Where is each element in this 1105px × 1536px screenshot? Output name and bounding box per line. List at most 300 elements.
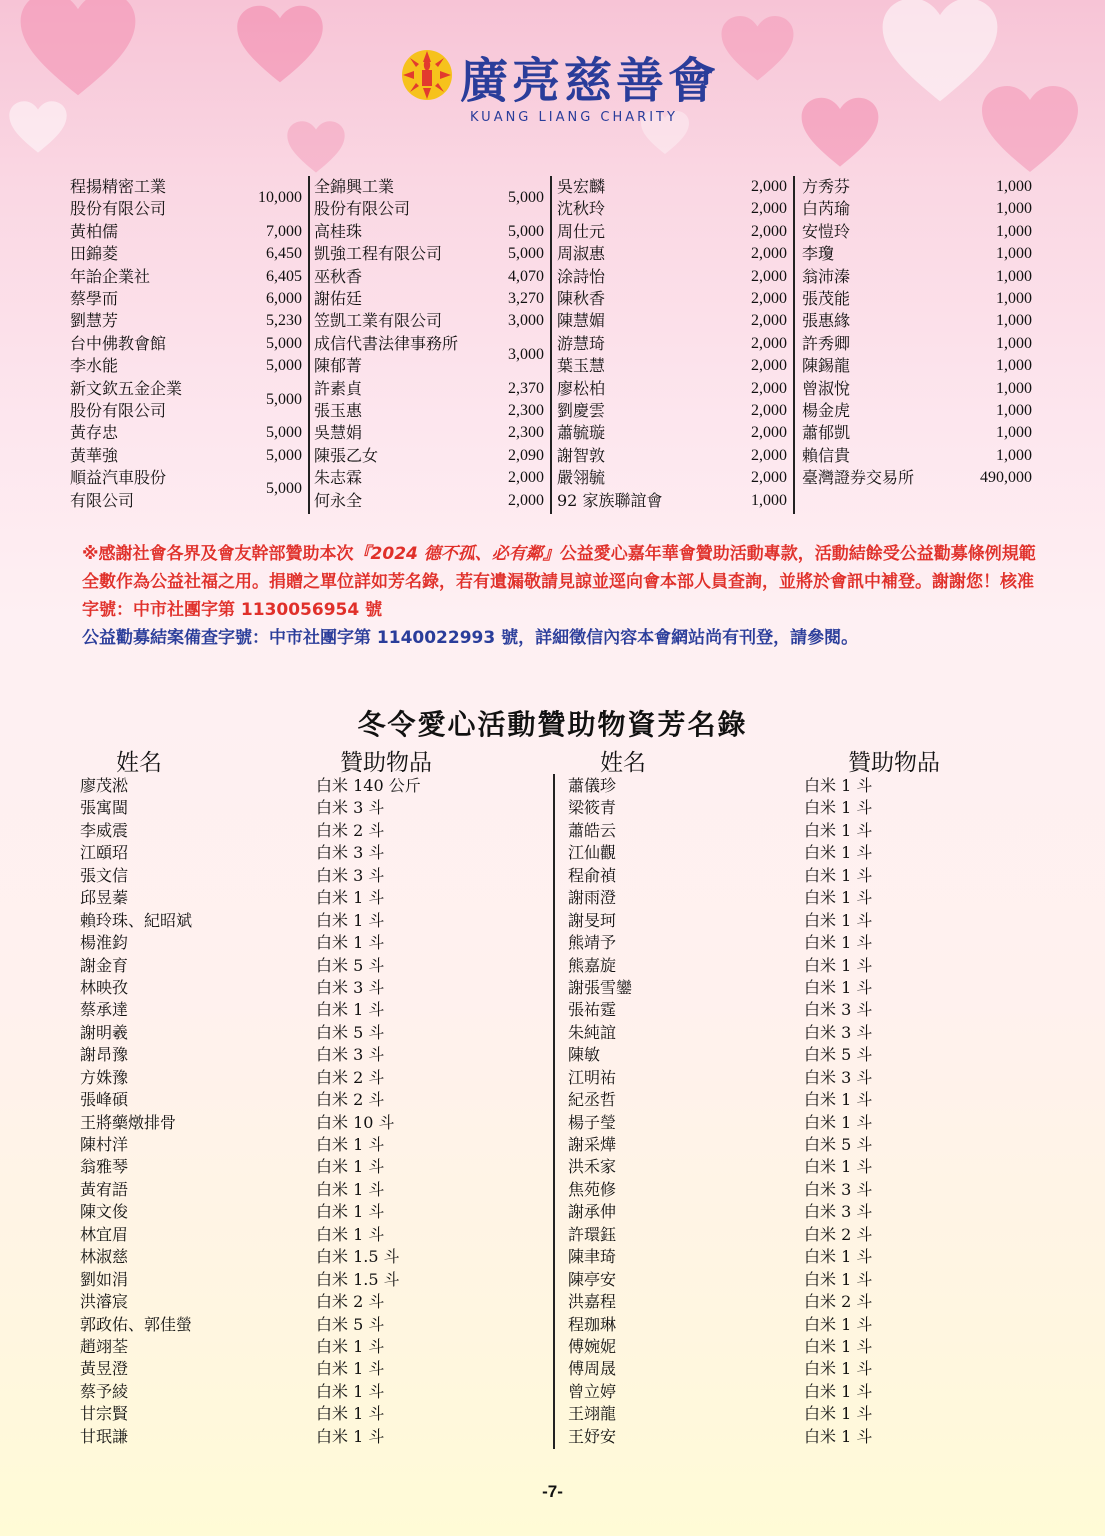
supplier-name: 謝承伸 [568, 1202, 617, 1222]
donation-row [70, 422, 308, 444]
donation-row [557, 355, 793, 377]
supplied-item: 白米 3 斗 [316, 977, 385, 997]
supplied-item: 白米 1 斗 [316, 1135, 385, 1154]
supplied-item: 白米 1 斗 [316, 1000, 385, 1020]
donor-name: 年詒企業社 [70, 266, 151, 286]
supplier-name: 謝雨澄 [568, 888, 617, 908]
supplied-item: 白米 3 斗 [804, 1067, 873, 1087]
supplier-name: 謝張雪鑾 [568, 977, 633, 997]
donation-row [802, 422, 1038, 444]
page-number: -7- [542, 1482, 563, 1501]
donor-name: 高桂珠 [314, 221, 363, 241]
supplier-name: 江頤玿 [80, 843, 129, 863]
donation-row [557, 288, 793, 310]
supplied-item: 白米 5 斗 [316, 1314, 385, 1334]
donor-name: 周淑惠 [557, 244, 606, 264]
donation-row [802, 221, 1038, 243]
supplied-item: 白米 1 斗 [316, 1404, 385, 1424]
header-item-right: 贊助物品 [848, 750, 940, 776]
donation-amount: 4,070 [508, 267, 544, 285]
supplier-name: 江仙觀 [568, 843, 617, 863]
donation-row [802, 445, 1038, 467]
donation-row [557, 310, 793, 332]
supplied-item: 白米 1 斗 [804, 1336, 873, 1356]
supplied-item: 白米 1 斗 [316, 910, 385, 930]
donation-amount: 1,000 [996, 267, 1032, 285]
supplier-name: 熊嘉旋 [568, 955, 617, 975]
donation-row [557, 400, 793, 422]
donation-row [314, 422, 550, 444]
supplier-name: 王將藥燉排骨 [80, 1112, 177, 1132]
supplied-item: 白米 3 斗 [804, 1179, 873, 1199]
donation-amount: 5,000 [266, 357, 302, 375]
supplied-item: 白米 3 斗 [316, 1045, 385, 1065]
donation-amount: 5,000 [266, 446, 302, 464]
donor-name: 巫秋香 [314, 266, 363, 286]
donation-amount: 5,000 [266, 390, 302, 408]
donation-row [314, 176, 550, 221]
donor-name: 游慧琦 [557, 333, 606, 353]
supplied-item: 白米 3 斗 [316, 865, 385, 885]
supplier-name: 謝昂豫 [80, 1045, 129, 1065]
donation-amount: 2,000 [751, 200, 787, 218]
donor-name: 黃柏儒 [70, 221, 119, 241]
donation-amount: 5,000 [266, 424, 302, 442]
supplied-item: 白米 1 斗 [804, 798, 873, 818]
supplied-item: 白米 1 斗 [804, 977, 873, 997]
donation-amount: 1,000 [996, 290, 1032, 307]
donation-amount: 1,000 [996, 222, 1032, 240]
supplied-item: 白米 1 斗 [804, 820, 873, 840]
donation-amount: 2,090 [508, 446, 544, 464]
donation-amount: 2,000 [508, 469, 544, 487]
supplier-name: 謝金育 [80, 955, 129, 975]
donation-row [70, 176, 308, 221]
donation-column-3 [557, 176, 795, 514]
donor-name: 吳宏麟 [557, 177, 606, 196]
donor-name: 安愷玲 [802, 221, 851, 241]
supplied-item: 白米 1 斗 [804, 1314, 873, 1334]
donation-row [557, 198, 793, 220]
donor-name: 成信代書法律事務所 [314, 333, 459, 353]
supplied-item: 白米 1 斗 [804, 843, 873, 863]
approval-number: 核准字號：中市社團字第 1130056954 號 [82, 572, 1034, 620]
supplier-name: 梁筱青 [568, 798, 617, 818]
donation-amount: 2,000 [751, 245, 787, 263]
donor-name: 曾淑悅 [802, 378, 851, 398]
donation-amount: 2,370 [508, 379, 544, 397]
donor-name: 劉慧芳 [70, 311, 119, 331]
donation-row [802, 266, 1038, 288]
decor-heart-icon [800, 96, 880, 170]
donation-amount: 5,000 [508, 245, 544, 263]
event-title: 『2024 德不孤、必有鄰』 [353, 544, 560, 564]
donation-row [557, 243, 793, 265]
supplied-item: 白米 1 斗 [804, 1359, 873, 1379]
supplied-item: 白米 140 公斤 [316, 776, 421, 795]
supplied-item: 白米 2 斗 [804, 1224, 873, 1244]
donation-amount: 1,000 [996, 424, 1032, 442]
supplied-item: 白米 1 斗 [316, 1202, 385, 1222]
decor-heart-icon [235, 4, 325, 86]
donation-row [314, 310, 550, 332]
donation-amount: 2,000 [751, 357, 787, 375]
donation-row [557, 422, 793, 444]
donation-amount: 1,000 [996, 334, 1032, 352]
supplier-name: 傅周晟 [568, 1359, 617, 1379]
donation-amount: 2,300 [508, 402, 544, 419]
left-name-list [80, 775, 192, 1448]
donor-name: 許素貞 [314, 378, 363, 398]
supplied-item: 白米 1.5 斗 [316, 1269, 400, 1289]
donation-row [70, 378, 308, 423]
supplier-name: 蕭儀珍 [568, 776, 617, 795]
donation-row [314, 221, 550, 243]
donation-row [802, 378, 1038, 400]
supplied-item: 白米 3 斗 [316, 843, 385, 863]
supplied-item: 白米 1 斗 [804, 1157, 873, 1177]
donation-row [314, 445, 550, 467]
donation-row [802, 288, 1038, 310]
notice-intro: ※感謝社會各界及會友幹部贊助本次 [82, 544, 354, 564]
supplier-name: 翁雅琴 [80, 1157, 129, 1177]
decor-heart-icon [286, 120, 346, 175]
supplied-item: 白米 1 斗 [804, 888, 873, 908]
donation-column-4 [802, 176, 1038, 514]
donor-name-line2: 股份有限公司 [70, 400, 167, 420]
supplied-item: 白米 3 斗 [804, 1022, 873, 1042]
donation-amount: 1,000 [751, 491, 787, 509]
donor-name: 92 家族聯誼會 [557, 490, 663, 510]
supplier-name: 陳文俊 [80, 1202, 129, 1222]
supplied-item: 白米 1 斗 [316, 933, 385, 953]
donation-amount: 2,000 [751, 379, 787, 397]
donation-row [557, 176, 793, 198]
donation-amount: 5,230 [266, 312, 302, 330]
supplier-name: 張峰碩 [80, 1090, 129, 1110]
supplied-item: 白米 1 斗 [804, 1426, 873, 1446]
donation-row [70, 310, 308, 332]
supplier-name: 甘宗賢 [80, 1404, 129, 1424]
supplied-item: 白米 1 斗 [316, 1359, 385, 1379]
donor-name: 何永全 [314, 490, 363, 510]
supplied-item: 白米 1 斗 [316, 1157, 385, 1177]
donor-name: 朱志霖 [314, 468, 363, 488]
donor-name: 蕭郁凱 [802, 423, 851, 443]
donation-row [314, 333, 550, 378]
donor-name: 周仕元 [557, 221, 606, 241]
donation-amount: 2,000 [751, 290, 787, 307]
supplied-item: 白米 2 斗 [316, 1292, 385, 1312]
supplied-item: 白米 1 斗 [804, 955, 873, 975]
donation-row [314, 266, 550, 288]
donor-name: 台中佛教會館 [70, 333, 167, 353]
supplier-name: 賴玲珠、紀昭斌 [80, 910, 193, 930]
supplier-name: 洪嘉程 [568, 1292, 617, 1312]
donor-name: 楊金虎 [802, 401, 851, 420]
supplier-name: 張祐霆 [568, 1000, 617, 1020]
donation-row [802, 243, 1038, 265]
supplied-item: 白米 1 斗 [804, 1090, 873, 1110]
supplied-item: 白米 2 斗 [316, 1067, 385, 1087]
donation-amount: 5,000 [266, 480, 302, 498]
donation-amount: 2,000 [751, 267, 787, 285]
supplier-name: 許環鈺 [568, 1224, 617, 1244]
supplier-name: 程俞禎 [568, 865, 617, 885]
donation-row [70, 266, 308, 288]
donation-amount: 5,000 [266, 334, 302, 352]
donation-amount: 1,000 [996, 200, 1032, 218]
donor-name: 謝智敦 [557, 445, 606, 465]
donor-name-line2: 陳郁菁 [314, 356, 363, 376]
decor-heart-icon [720, 14, 795, 84]
donor-name: 程揚精密工業 [70, 177, 167, 196]
supplied-item: 白米 1 斗 [804, 1381, 873, 1401]
supplier-name: 方姝豫 [80, 1067, 129, 1087]
supplied-item: 白米 1 斗 [316, 1336, 385, 1356]
right-name-list [568, 775, 632, 1448]
supplier-name: 陳亭安 [568, 1269, 617, 1289]
donation-row [802, 176, 1038, 198]
donation-row [557, 490, 793, 512]
decor-heart-icon [980, 84, 1080, 176]
supplier-name: 王妤安 [568, 1426, 617, 1446]
donation-row [802, 198, 1038, 220]
supplied-item: 白米 2 斗 [316, 1090, 385, 1110]
donor-name: 凱強工程有限公司 [314, 244, 443, 264]
supplied-item: 白米 1 斗 [804, 865, 873, 885]
donor-name: 全錦興工業 [314, 177, 395, 196]
supplier-name: 紀丞哲 [568, 1090, 617, 1110]
supplier-name: 謝明羲 [80, 1022, 129, 1042]
donation-row [557, 221, 793, 243]
donor-name: 黃存忠 [70, 423, 119, 443]
donor-name: 新文欽五金企業 [70, 378, 183, 398]
supplier-name: 謝采燁 [568, 1135, 617, 1154]
donation-amount: 2,000 [508, 491, 544, 509]
right-item-list [804, 775, 872, 1448]
donation-row [70, 355, 308, 377]
logo-title: 廣亮慈善會 [460, 53, 721, 109]
donation-row [314, 243, 550, 265]
donor-name: 田錦菱 [70, 244, 119, 264]
supplied-item: 白米 1 斗 [804, 1404, 873, 1424]
donation-amount: 6,000 [266, 290, 302, 307]
header-item-left: 贊助物品 [340, 750, 432, 776]
donation-amount: 2,000 [751, 402, 787, 419]
supplied-item: 白米 5 斗 [804, 1135, 873, 1154]
donation-amount: 2,000 [751, 312, 787, 330]
supplied-item: 白米 2 斗 [804, 1292, 873, 1312]
supplied-item: 白米 1 斗 [804, 1269, 873, 1289]
supplier-name: 邱昱蓁 [80, 888, 129, 908]
donation-row [70, 288, 308, 310]
donor-name: 李瓊 [802, 244, 835, 264]
supplier-name: 蔡予綾 [80, 1381, 129, 1401]
donor-name: 吳慧娟 [314, 423, 363, 443]
donor-name-line2: 有限公司 [70, 490, 135, 510]
supplied-item: 白米 1 斗 [316, 1381, 385, 1401]
supplier-name: 熊靖予 [568, 933, 617, 953]
donor-name: 蔡學而 [70, 289, 119, 308]
supplier-name: 張文信 [80, 865, 129, 885]
supplier-name: 蕭皓云 [568, 820, 617, 840]
donation-amount: 2,000 [751, 446, 787, 464]
donation-row [557, 266, 793, 288]
donor-name: 方秀芬 [802, 177, 851, 196]
donation-amount: 1,000 [996, 446, 1032, 464]
donation-row [70, 221, 308, 243]
donor-name: 臺灣證券交易所 [802, 468, 915, 488]
donation-amount: 2,000 [751, 178, 787, 195]
donor-name: 李水能 [70, 356, 119, 376]
donor-name: 賴信貴 [802, 445, 851, 465]
supplier-name: 甘珉謙 [80, 1426, 129, 1446]
header-name-right: 姓名 [600, 750, 646, 776]
donation-row [802, 467, 1038, 489]
supplier-name: 江明祐 [568, 1067, 617, 1087]
supplied-item: 白米 5 斗 [316, 1022, 385, 1042]
donation-row [802, 333, 1038, 355]
supplied-item: 白米 1.5 斗 [316, 1247, 400, 1267]
donation-amount: 1,000 [996, 402, 1032, 419]
donation-row [314, 490, 550, 512]
donation-amount: 2,000 [751, 334, 787, 352]
donation-amount: 2,000 [751, 222, 787, 240]
supplier-name: 黃昱澄 [80, 1359, 129, 1379]
supplied-item: 白米 1 斗 [316, 1426, 385, 1446]
supplier-name: 陳敏 [568, 1045, 601, 1065]
supplier-name: 楊淮鈞 [80, 933, 129, 953]
donation-row [314, 288, 550, 310]
donor-name: 涂詩怡 [557, 266, 606, 286]
supplier-name: 洪濬宸 [80, 1292, 129, 1312]
supplied-item: 白米 3 斗 [804, 1000, 873, 1020]
donation-row [557, 467, 793, 489]
supplier-name: 朱純誼 [568, 1022, 617, 1042]
supplier-name: 傅婉妮 [568, 1336, 617, 1356]
donation-row [314, 378, 550, 400]
donation-amount: 1,000 [996, 379, 1032, 397]
donation-amount: 3,000 [508, 312, 544, 330]
donor-name-line2: 股份有限公司 [70, 199, 167, 219]
donation-column-1 [70, 176, 310, 514]
donation-amount: 7,000 [266, 222, 302, 240]
charity-logo [398, 40, 721, 130]
supplier-name: 李威震 [80, 820, 129, 840]
supplier-name: 謝旻珂 [568, 910, 617, 930]
supplier-name: 蔡承達 [80, 1000, 129, 1020]
donor-name-line2: 股份有限公司 [314, 199, 411, 219]
donation-row [70, 467, 308, 512]
supplier-name: 程珈琳 [568, 1314, 617, 1334]
donation-amount: 6,450 [266, 245, 302, 263]
donor-name: 翁沛溱 [802, 266, 851, 286]
donation-amount: 5,000 [508, 189, 544, 207]
supplier-name: 張寓閩 [80, 798, 129, 818]
donor-name: 陳張乙女 [314, 445, 379, 465]
supplied-item: 白米 5 斗 [804, 1045, 873, 1065]
supplier-name: 洪禾家 [568, 1157, 617, 1177]
left-item-list [316, 775, 421, 1448]
supplier-name: 廖茂淞 [80, 776, 129, 795]
donation-row [802, 355, 1038, 377]
donor-name: 黃華強 [70, 445, 119, 465]
supplied-item: 白米 1 斗 [804, 1112, 873, 1132]
supplier-name: 林映孜 [80, 977, 129, 997]
donor-name: 陳秋香 [557, 289, 606, 308]
donor-name: 謝佑廷 [314, 289, 363, 308]
donation-amount: 1,000 [996, 245, 1032, 263]
header-name-left: 姓名 [116, 750, 162, 776]
donation-row [70, 333, 308, 355]
donation-row [70, 445, 308, 467]
supplied-item: 白米 1 斗 [316, 1224, 385, 1244]
donation-row [314, 400, 550, 422]
lotus-candle-emblem-icon [400, 48, 454, 102]
donor-name: 白芮瑜 [802, 199, 851, 219]
donor-name: 葉玉慧 [557, 356, 606, 376]
decor-heart-icon [18, 0, 138, 100]
donation-amount: 2,000 [751, 424, 787, 442]
donor-name: 許秀卿 [802, 333, 851, 353]
donation-amount: 1,000 [996, 178, 1032, 195]
supplied-item: 白米 3 斗 [316, 798, 385, 818]
supplier-name: 楊子瑩 [568, 1112, 617, 1132]
closing-note: 公益勸募結案備查字號：中市社團字第 1140022993 號，詳細徵信內容本會網站尚有刊登，請參閱。 [82, 628, 859, 648]
donation-row [557, 378, 793, 400]
donor-name: 張玉惠 [314, 401, 363, 420]
supplied-item: 白米 2 斗 [316, 820, 385, 840]
donor-name: 劉慶雲 [557, 401, 606, 420]
donation-row [802, 310, 1038, 332]
supplied-item: 白米 10 斗 [316, 1112, 395, 1132]
donation-amount: 3,000 [508, 345, 544, 363]
divider [553, 774, 555, 1449]
donation-row [557, 333, 793, 355]
donor-name: 張惠緣 [802, 311, 851, 331]
donation-row [70, 243, 308, 265]
donor-name: 沈秋玲 [557, 199, 606, 219]
supplier-name: 王翊龍 [568, 1404, 617, 1424]
supplier-name: 陳聿琦 [568, 1247, 617, 1267]
supplier-name: 黃宥語 [80, 1179, 129, 1199]
donor-name: 蕭毓璇 [557, 423, 606, 443]
supplier-name: 曾立婷 [568, 1381, 617, 1401]
supplied-item: 白米 1 斗 [804, 1247, 873, 1267]
supplier-name: 劉如涓 [80, 1269, 129, 1289]
logo-subtitle: KUANG LIANG CHARITY [470, 110, 678, 125]
supplied-item: 白米 5 斗 [316, 955, 385, 975]
donation-amount: 6,405 [266, 267, 302, 285]
donation-row [802, 400, 1038, 422]
donation-amount: 3,270 [508, 290, 544, 307]
supplier-name: 焦苑修 [568, 1179, 617, 1199]
donation-row [557, 445, 793, 467]
donation-amount: 10,000 [258, 189, 302, 207]
donor-name: 笠凱工業有限公司 [314, 311, 443, 331]
donation-row [314, 467, 550, 489]
donation-column-2 [314, 176, 552, 514]
donor-name: 陳錫龍 [802, 356, 851, 376]
supplied-item: 白米 3 斗 [804, 1202, 873, 1222]
supplier-name: 陳村洋 [80, 1135, 129, 1154]
supplied-item: 白米 1 斗 [316, 1179, 385, 1199]
supplier-name: 林淑慈 [80, 1247, 129, 1267]
donor-name: 陳慧媚 [557, 311, 606, 331]
donation-amount: 5,000 [508, 222, 544, 240]
supplied-item: 白米 1 斗 [804, 933, 873, 953]
